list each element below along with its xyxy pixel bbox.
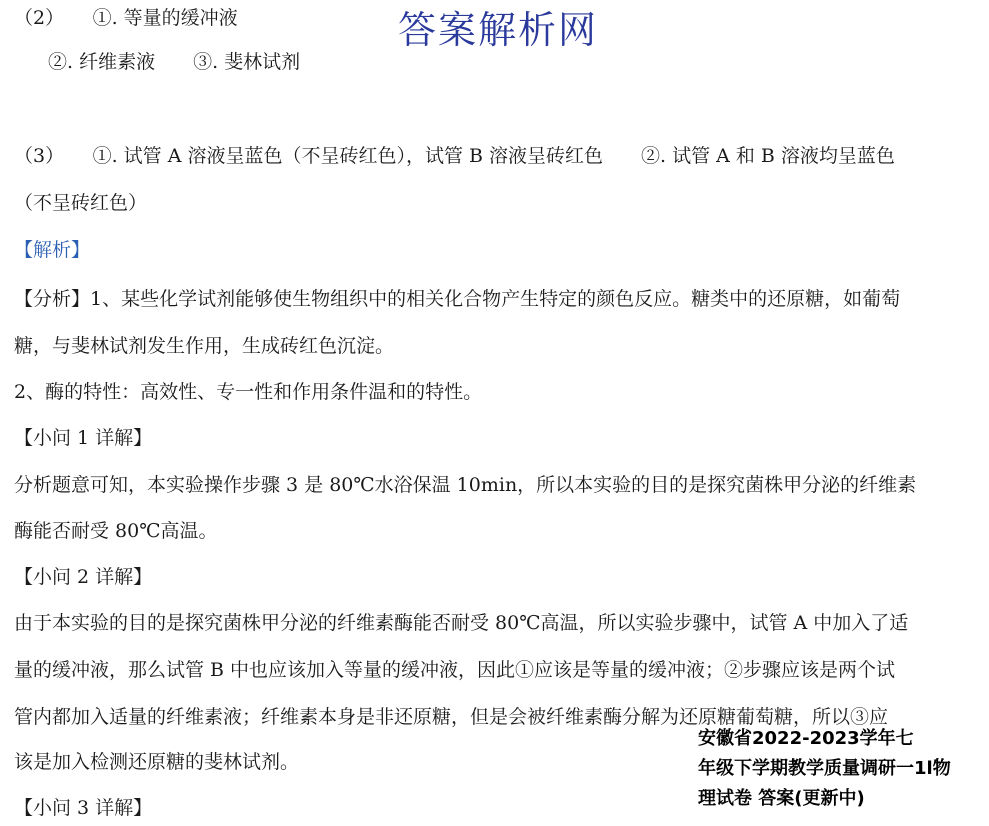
q2-heading: 【小问 2 详解】: [14, 566, 153, 588]
q1-detail-line1: 分析题意可知，本实验操作步骤 3 是 80℃水浴保温 10min，所以本实验的目的是探究菌株甲分泌的纤维素: [14, 474, 917, 496]
q1-heading: 【小问 1 详解】: [14, 427, 153, 449]
ad-line1: 安徽省2022-2023学年七: [698, 728, 914, 749]
answer-q3-line1: （3） ①. 试管 A 溶液呈蓝色（不呈砖红色），试管 B 溶液呈砖红色 ②. 试管 A 和 B 溶液均呈蓝色: [14, 145, 895, 167]
ad-line2: 年级下学期教学质量调研一1l物: [698, 758, 951, 779]
q1-detail-line2: 酶能否耐受 80℃高温。: [14, 520, 218, 542]
answer-q2-line2: ②. 纤维素液 ③. 斐林试剂: [48, 51, 301, 73]
q2-detail-line2: 量的缓冲液，那么试管 B 中也应该加入等量的缓冲液，因此①应该是等量的缓冲液；②步骤应该是两个试: [14, 659, 896, 681]
q2-detail-line1: 由于本实验的目的是探究菌株甲分泌的纤维素酶能否耐受 80℃高温，所以实验步骤中，试管 A 中加入了适: [14, 612, 909, 634]
analysis-fenxi-line3: 2、酶的特性：高效性、专一性和作用条件温和的特性。: [14, 381, 483, 403]
q2-detail-line4: 该是加入检测还原糖的斐林试剂。: [14, 751, 300, 773]
ad-overlay[interactable]: [698, 724, 989, 814]
watermark-title: 答案解析网: [398, 8, 599, 52]
analysis-fenxi-line1: 【分析】1、某些化学试剂能够使生物组织中的相关化合物产生特定的颜色反应。糖类中的还原糖，如葡萄: [14, 288, 901, 310]
q2-detail-line3: 管内都加入适量的纤维素液；纤维素本身是非还原糖，但是会被纤维素酶分解为还原糖葡萄糖，所以③应: [14, 706, 889, 728]
analysis-fenxi-line2: 糖，与斐林试剂发生作用，生成砖红色沉淀。: [14, 335, 395, 357]
answer-q3-line2: （不呈砖红色）: [14, 192, 148, 214]
ad-line3: 理试卷 答案(更新中): [698, 788, 865, 809]
analysis-heading: 【解析】: [14, 239, 91, 261]
answer-q2-line1: （2） ①. 等量的缓冲液: [14, 7, 238, 29]
q3-heading: 【小问 3 详解】: [14, 797, 153, 819]
